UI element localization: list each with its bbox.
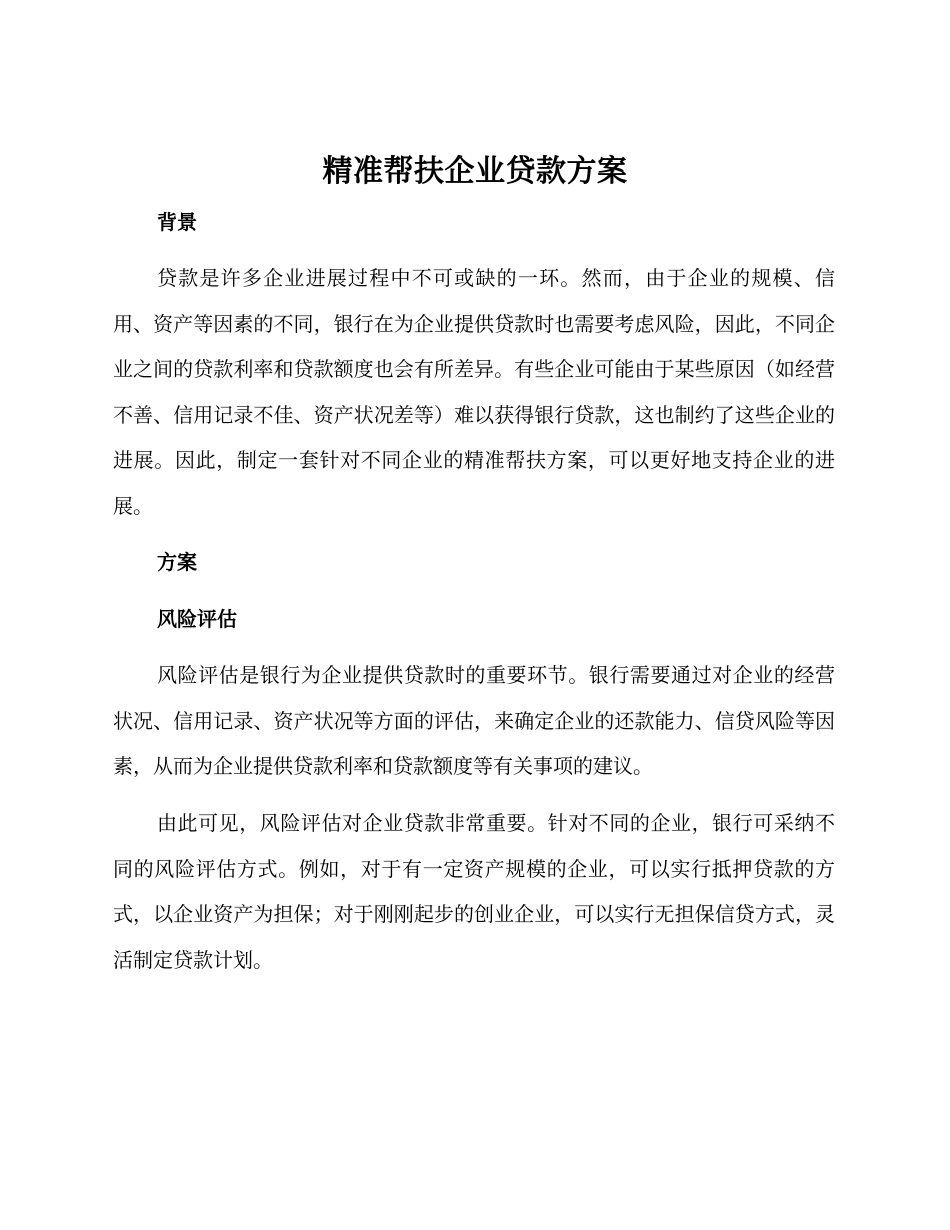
section-heading-plan: 方案 xyxy=(157,550,197,574)
document-title: 精准帮扶企业贷款方案 xyxy=(322,154,628,189)
section-heading-background: 背景 xyxy=(157,210,197,234)
paragraph-background: 贷款是许多企业进展过程中不可或缺的一环。然而，由于企业的规模、信用、资产等因素的不同，银行在为企业提供贷款时也需要考虑风险，因此，不同企业之间的贷款利率和贷款额度也会有所差异。有些企业可能由于某些原因（如经营不善、信用记录不佳、资产状况差等）难以获得银行贷款，这也制约了这些企业的进展。因此，制定一套针对不同企业的精准帮扶方案，可以更好地支持企业的进展。 xyxy=(113,266,835,518)
paragraph-risk-methods: 由此可见，风险评估对企业贷款非常重要。针对不同的企业，银行可采纳不同的风险评估方式。例如，对于有一定资产规模的企业，可以实行抵押贷款的方式，以企业资产为担保；对于刚刚起步的创业企业，可以实行无担保信贷方式，灵活制定贷款计划。 xyxy=(113,811,835,972)
subsection-heading-risk-assessment: 风险评估 xyxy=(157,607,237,631)
paragraph-risk-assessment: 风险评估是银行为企业提供贷款时的重要环节。银行需要通过对企业的经营状况、信用记录、资产状况等方面的评估，来确定企业的还款能力、信贷风险等因素，从而为企业提供贷款利率和贷款额度等有关事项的建议。 xyxy=(113,663,835,778)
